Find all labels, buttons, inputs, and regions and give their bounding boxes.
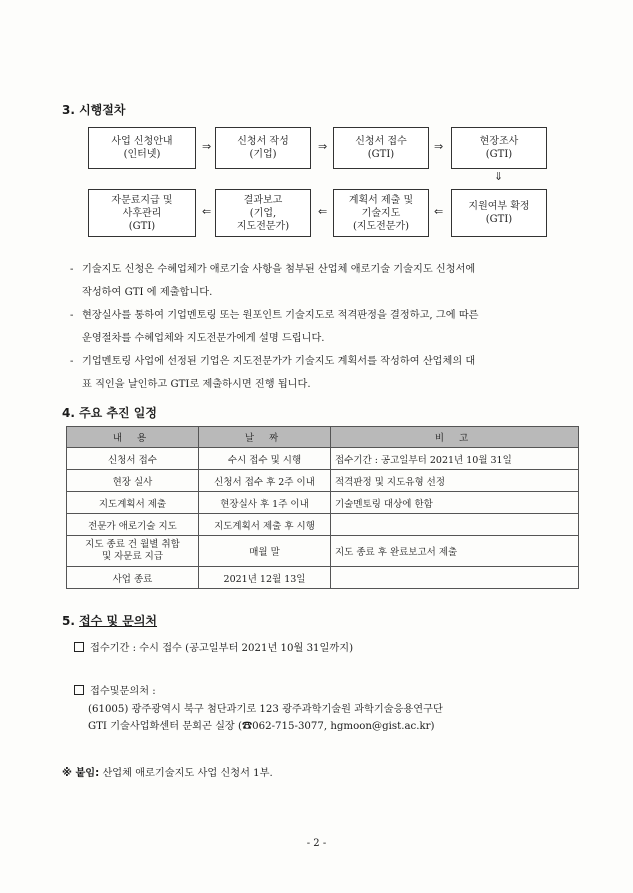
table-header: 비 고 (331, 427, 579, 448)
contact-label: 접수및문의처 : (90, 686, 156, 697)
table-cell: 기술멘토링 대상에 한함 (331, 492, 579, 514)
arrow-right-icon: ⇒ (434, 140, 444, 153)
process-step-text: (기업, (249, 207, 277, 219)
bullet-dash: - (70, 310, 74, 321)
section-5-title (62, 612, 157, 629)
process-step-text: (GTI) (485, 149, 513, 160)
arrow-down-icon: ⇓ (494, 170, 504, 183)
schedule-table (66, 426, 579, 589)
attachment-note (62, 766, 273, 782)
process-step-text: (GTI) (485, 214, 513, 225)
table-cell: 신청서 접수 후 2주 이내 (199, 470, 331, 492)
table-row (67, 536, 579, 567)
process-step-text: 자문료지급 및 (111, 194, 173, 206)
table-row (67, 448, 579, 470)
table-cell: 수시 접수 및 시행 (199, 448, 331, 470)
section-number: 5. (62, 614, 80, 628)
table-cell: 지도계획서 제출 (67, 492, 199, 514)
process-step-text: 사후관리 (122, 207, 162, 219)
process-step-text: 지도전문가) (236, 220, 290, 232)
bullet-line: 표 직인을 날인하고 GTI로 제출하시면 진행 됩니다. (82, 379, 311, 390)
contact-period (74, 641, 353, 657)
process-step-text: (기업) (249, 149, 277, 160)
bullet-line: 작성하여 GTI 에 제출합니다. (82, 287, 213, 298)
process-step-text: 사업 신청안내 (111, 136, 173, 147)
section-4-title: 4. 주요 추진 일정 (62, 406, 157, 420)
table-cell (331, 514, 579, 536)
process-step-6 (333, 189, 429, 237)
process-step-1 (88, 127, 196, 169)
table-header: 날 짜 (199, 427, 331, 448)
table-cell: 적격판정 및 지도유형 선정 (331, 470, 579, 492)
page-number: - 2 - (306, 838, 327, 849)
table-cell: 신청서 접수 (67, 448, 199, 470)
table-row (67, 514, 579, 536)
process-step-text: 기술지도 (361, 207, 401, 219)
table-cell: 현장실사 후 1주 이내 (199, 492, 331, 514)
section-title-text: 접수 및 문의처 (79, 614, 158, 628)
table-cell: 지도 종료 후 완료보고서 제출 (331, 536, 579, 567)
contact-details: GTI 기술사업화센터 문회곤 실장 (☎062-715-3077, hgmoon@gist.ac.kr) (88, 721, 435, 732)
process-step-3 (333, 127, 429, 169)
section-3-title: 3. 시행절차 (62, 103, 126, 117)
process-step-text: (지도전문가) (352, 220, 410, 232)
table-row (67, 492, 579, 514)
process-step-8 (88, 189, 196, 237)
process-step-text: 신청서 접수 (355, 136, 407, 147)
bullet-item (70, 304, 582, 350)
note-mark: ※ 붙임: (62, 768, 100, 779)
table-cell: 2021년 12월 13일 (199, 567, 331, 589)
table-row (67, 470, 579, 492)
process-step-text: 신청서 작성 (237, 136, 289, 147)
process-step-text: (GTI) (128, 220, 156, 232)
arrow-right-icon: ⇒ (318, 140, 328, 153)
table-cell: 사업 종료 (67, 567, 199, 589)
contact-info (74, 684, 156, 700)
bullet-line: 기술지도 신청은 수혜업체가 애로기술 사항을 첨부된 산업체 애로기술 기술지도 신청서에 (82, 264, 476, 275)
table-row (67, 567, 579, 589)
arrow-left-icon: ⇐ (202, 205, 212, 218)
process-step-7 (215, 189, 311, 237)
process-step-5 (451, 189, 547, 237)
bullet-line: 운영절차를 수혜업체와 지도전문가에게 설명 드립니다. (82, 333, 325, 344)
checkbox-square-icon (74, 642, 84, 652)
process-step-text: 계획서 제출 및 (348, 194, 414, 206)
table-header-row (67, 427, 579, 448)
arrow-left-icon: ⇐ (318, 205, 328, 218)
process-step-text: 결과보고 (243, 194, 283, 206)
note-text: 산업체 애로기술지도 사업 신청서 1부. (99, 768, 273, 779)
table-cell: 지도계획서 제출 후 시행 (199, 514, 331, 536)
bullet-dash: - (70, 264, 74, 275)
process-step-4 (451, 127, 547, 169)
checkbox-square-icon (74, 685, 84, 695)
contact-address: (61005) 광주광역시 북구 첨단과기로 123 광주과학기술원 과학기술응용연구단 (88, 704, 443, 715)
table-header: 내 용 (67, 427, 199, 448)
table-cell: 지도 종료 건 월별 취합 및 자문료 지급 (67, 536, 199, 567)
bullet-line: 기업멘토링 사업에 선정된 기업은 지도전문가가 기술지도 계획서를 작성하여 산업체의 대 (82, 356, 476, 367)
table-cell (331, 567, 579, 589)
arrow-right-icon: ⇒ (202, 140, 212, 153)
process-step-text: 지원여부 확정 (468, 201, 530, 212)
bullet-item (70, 350, 582, 396)
arrow-left-icon: ⇐ (434, 205, 444, 218)
contact-period-text: 접수기간 : 수시 접수 (공고일부터 2021년 10월 31일까지) (90, 643, 354, 654)
table-cell: 전문가 애로기술 지도 (67, 514, 199, 536)
process-step-2 (215, 127, 311, 169)
bullet-dash: - (70, 356, 74, 367)
table-cell: 매월 말 (199, 536, 331, 567)
process-step-text: (GTI) (367, 149, 395, 160)
bullet-line: 현장실사를 통하여 기업멘토링 또는 원포인트 기술지도로 적격판정을 결정하고, 그에 따른 (82, 310, 479, 321)
table-cell: 접수기간 : 공고일부터 2021년 10월 31일 (331, 448, 579, 470)
process-step-text: 현장조사 (479, 136, 519, 147)
bullet-item (70, 258, 582, 304)
process-step-text: (인터넷) (123, 149, 161, 160)
table-cell: 현장 실사 (67, 470, 199, 492)
